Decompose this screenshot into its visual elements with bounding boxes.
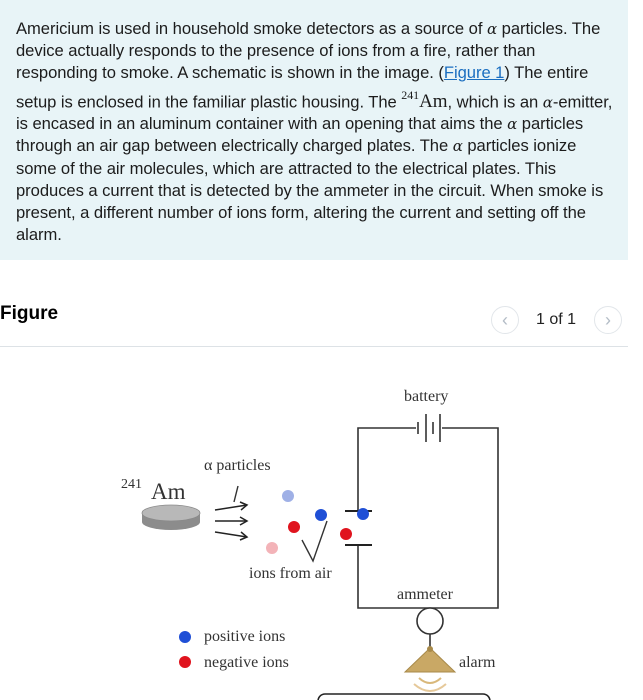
isotope-mass-label: 241 bbox=[121, 477, 142, 492]
isotope-symbol-label: Am bbox=[151, 479, 186, 504]
circuit-wires bbox=[358, 428, 498, 608]
chevron-left-icon: ‹ bbox=[502, 309, 508, 330]
ammeter-symbol bbox=[417, 608, 443, 634]
legend-negative-label: negative ions bbox=[204, 654, 289, 671]
alpha-symbol: α bbox=[486, 20, 498, 38]
legend-positive-label: positive ions bbox=[204, 628, 286, 645]
legend-positive-swatch bbox=[179, 631, 191, 643]
isotope-symbol: Am bbox=[419, 90, 448, 112]
positive-ion-faded bbox=[282, 490, 294, 502]
text-segment: particles ionize some of the air molecules, which are attracted to the electrical plates. This produces a current that is detected by the ammeter in the circuit. When smoke is present, a different number of ions form, altering the current and setting off the alarm. bbox=[16, 136, 604, 245]
alpha-symbol: α bbox=[542, 92, 553, 111]
alpha-particles-label: α particles bbox=[204, 457, 271, 474]
ions-pointer bbox=[302, 521, 327, 561]
next-figure-button[interactable] bbox=[594, 306, 622, 334]
text-segment: -emitter, is encased in an aluminum container with an opening that aims the bbox=[16, 91, 613, 134]
isotope bbox=[401, 87, 448, 112]
text-segment: Americium is used in household smoke detectors as a source of bbox=[16, 19, 487, 38]
smoke-detector-schematic bbox=[0, 347, 643, 700]
pointer-line bbox=[234, 486, 238, 502]
positive-ion-on-plate bbox=[357, 508, 369, 520]
battery-label: battery bbox=[404, 388, 449, 405]
figure-page-indicator: 1 of 1 bbox=[536, 311, 577, 328]
text-segment: , which is an bbox=[447, 91, 543, 111]
alarm-icon bbox=[405, 646, 455, 691]
negative-ion-on-plate bbox=[340, 528, 352, 540]
alarm-label: alarm bbox=[459, 654, 496, 671]
problem-text bbox=[16, 18, 614, 246]
legend bbox=[179, 628, 289, 671]
problem-statement bbox=[0, 0, 628, 260]
legend-negative-swatch bbox=[179, 656, 191, 668]
text-segment: particles. The device actually responds to the presence of ions from a fire, rather than responding to smoke. A schematic is shown in the image. ( bbox=[16, 19, 601, 83]
text-segment: ) The entire setup is enclosed in the familiar plastic housing. The bbox=[16, 63, 589, 111]
ammeter-label: ammeter bbox=[397, 586, 453, 603]
negative-ion bbox=[288, 521, 300, 533]
previous-figure-button[interactable] bbox=[491, 306, 519, 334]
isotope-mass: 241 bbox=[401, 87, 420, 102]
figure-link[interactable]: Figure 1 bbox=[443, 63, 505, 83]
alpha-symbol: α bbox=[452, 137, 463, 156]
americium-source bbox=[142, 505, 200, 530]
negative-ion-faded bbox=[266, 542, 278, 554]
bottom-control[interactable] bbox=[318, 694, 490, 700]
ions-label: ions from air bbox=[249, 565, 332, 582]
alpha-arrows bbox=[215, 502, 247, 540]
text-segment: particles through an air gap between electrically charged plates. The bbox=[16, 114, 584, 156]
positive-ion bbox=[315, 509, 327, 521]
chevron-right-icon: › bbox=[605, 309, 611, 330]
figure-title: Figure bbox=[0, 303, 59, 324]
alpha-symbol: α bbox=[507, 115, 518, 134]
battery-symbol bbox=[416, 414, 442, 442]
